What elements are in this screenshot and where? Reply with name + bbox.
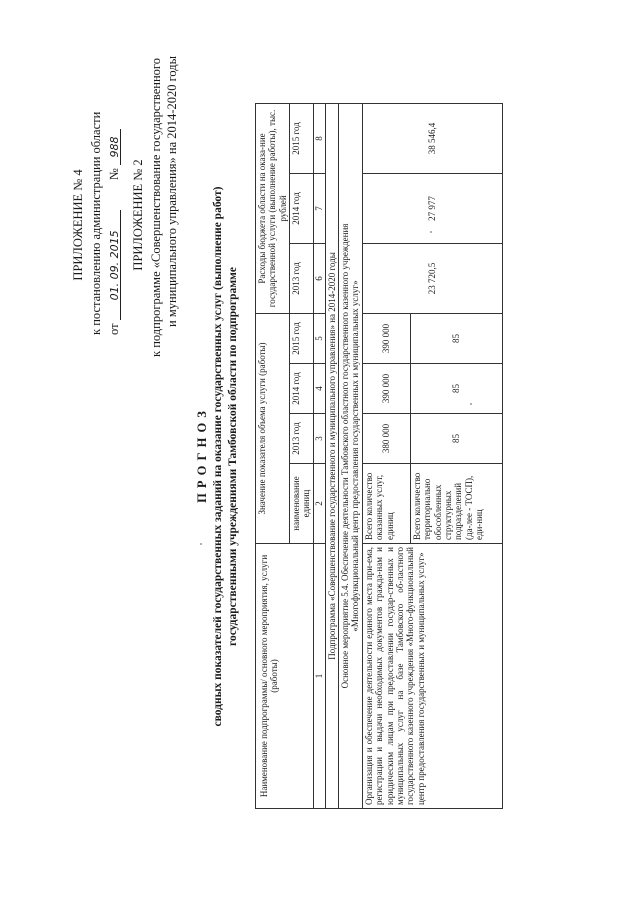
heading-line1: сводных показателей государственных заданий на оказание государственных услуг (выполнение работ) bbox=[212, 186, 224, 727]
appendix-title: ПРИЛОЖЕНИЕ № 4 bbox=[71, 169, 85, 281]
expense-2013: 23 720,5 bbox=[363, 243, 503, 313]
header-2015: 2015 год bbox=[290, 313, 314, 363]
row2-2015: 85 bbox=[411, 313, 503, 363]
service-cell: Организация и обеспечение деятельности единого места при-ема, регистрации и выдачи необходимых документов гражда-нам и юридическим лицам при предоставлении государ-ственных и муниципальных услуг на базе Тамбовского об-ластного государственного казенного учреждения «Много-функциональный центр предоставления государственных и муниципальных услуг» bbox=[363, 544, 503, 809]
subprogram-row: Подпрограмма «Совершенствование государственного и муниципального управления» на 2014-2020 годы bbox=[325, 103, 338, 808]
date-value: 01. 09. 2015 bbox=[109, 210, 121, 320]
colnum-1: 1 bbox=[313, 544, 325, 809]
row1-2014: 390 000 bbox=[363, 364, 411, 414]
colnum-6: 6 bbox=[313, 243, 325, 313]
header-name: Наименование подпрограммы/ основного мероприятия, услуги (работы) bbox=[256, 544, 314, 809]
header-unit: наименование единиц bbox=[290, 464, 314, 544]
scan-speck bbox=[470, 403, 472, 405]
header-exp-2013: 2013 год bbox=[290, 243, 314, 313]
expense-2015: 38 546,4 bbox=[363, 103, 503, 173]
colnum-2: 2 bbox=[313, 464, 325, 544]
header-2013: 2013 год bbox=[290, 414, 314, 464]
header-2014: 2014 год bbox=[290, 364, 314, 414]
colnum-3: 3 bbox=[313, 414, 325, 464]
from-label: от bbox=[107, 323, 121, 335]
appendix2-line1: к подпрограмме «Совершенствование государственного bbox=[149, 58, 163, 357]
colnum-7: 7 bbox=[313, 173, 325, 243]
scan-speck bbox=[200, 543, 202, 545]
heading-line2: государственными учреждениями Тамбовской области по подпрограмме bbox=[227, 267, 239, 646]
forecast-table bbox=[255, 103, 503, 809]
row2-2014: 85 bbox=[411, 364, 503, 414]
header-exp-2014: 2014 год bbox=[290, 173, 314, 243]
measure-line1: Основное мероприятие 5.4. Обеспечение деятельности Тамбовского областного государственного казенного учреждения bbox=[340, 223, 351, 689]
header-exp-2015: 2015 год bbox=[290, 103, 314, 173]
appendix2-title: ПРИЛОЖЕНИЕ № 2 bbox=[131, 159, 145, 271]
header-indicator: Значение показателя объема услуги (работы) bbox=[256, 313, 290, 543]
row1-2013: 380 000 bbox=[363, 414, 411, 464]
appendix-date-row bbox=[108, 129, 121, 335]
colnum-8: 8 bbox=[313, 103, 325, 173]
measure-row bbox=[339, 103, 363, 808]
number-prefix: № bbox=[107, 168, 121, 181]
appendix2-line2: и муниципального управления» на 2014-2020 годы bbox=[165, 55, 179, 327]
row2-unit: Всего количество территориально обособленных структурных подразделений (да-лее - ТОСП), еди-ниц bbox=[411, 464, 503, 544]
row1-2015: 390 000 bbox=[363, 313, 411, 363]
number-value: 988 bbox=[109, 129, 121, 165]
appendix-line: к постановлению администрации области bbox=[89, 111, 103, 335]
measure-line2: «Многофункциональный центр предоставления государственных и муниципальных услуг» bbox=[350, 280, 361, 632]
row1-unit: Всего количество оказанных услуг, единиц bbox=[363, 464, 411, 544]
colnum-4: 4 bbox=[313, 364, 325, 414]
expense-2014: 27 977 bbox=[363, 173, 503, 243]
document-title: П Р О Г Н О З bbox=[195, 410, 209, 503]
row2-2013: 85 bbox=[411, 414, 503, 464]
header-expenses: Расходы бюджета области на оказа-ние государственной услуги (выполнение работы), тыс. рублей bbox=[256, 103, 290, 313]
scan-speck bbox=[430, 231, 432, 233]
colnum-5: 5 bbox=[313, 313, 325, 363]
